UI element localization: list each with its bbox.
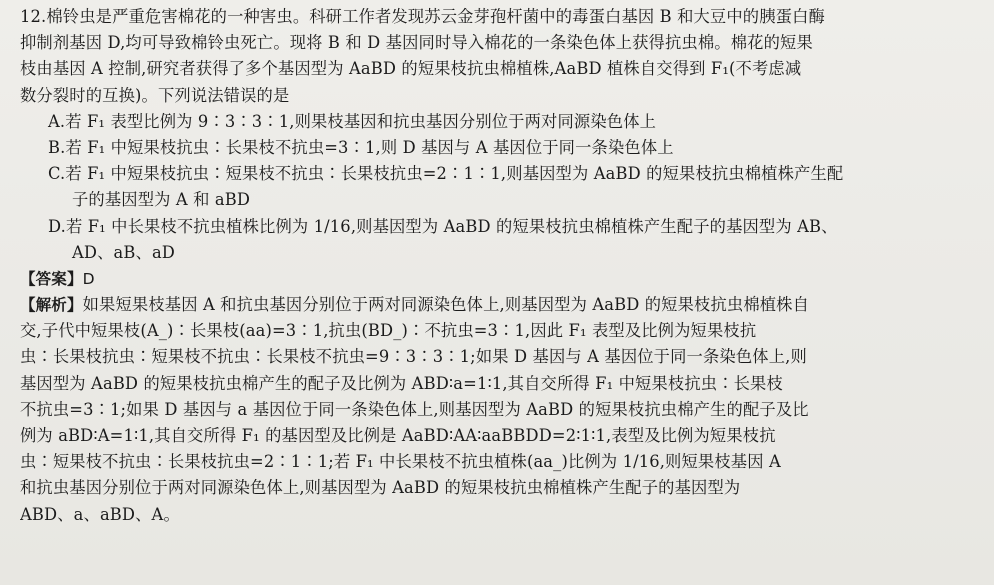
option-c: C.若 F₁ 中短果枝抗虫∶短果枝不抗虫∶长果枝抗虫=2∶1∶1,则基因型为 AaBD 的短果枝抗虫棉植株产生配 [48, 164, 844, 184]
analysis-section [20, 292, 980, 528]
answer-value: D [82, 269, 95, 288]
question-line: 数分裂时的互换)。下列说法错误的是 [20, 85, 290, 105]
answer-tag: 【答案】 [20, 269, 83, 288]
question-line: 抑制剂基因 D,均可导致棉铃虫死亡。现将 B 和 D 基因同时导入棉花的一条染色体上获得抗虫棉。棉花的短果 [20, 33, 813, 53]
option-c-continued: 子的基因型为 A 和 aBD [72, 190, 251, 210]
analysis-line: 虫∶短果枝不抗虫∶长果枝抗虫=2∶1∶1;若 F₁ 中长果枝不抗虫植株(aa_)比例为 1/16,则短果枝基因 A [20, 452, 781, 472]
answer-options [20, 109, 980, 266]
analysis-line: 虫∶长果枝抗虫∶短果枝不抗虫∶长果枝不抗虫=9∶3∶3∶1;如果 D 基因与 A 基因位于同一条染色体上,则 [20, 347, 807, 367]
option-a: A.若 F₁ 表型比例为 9∶3∶3∶1,则果枝基因和抗虫基因分别位于两对同源染色体上 [48, 111, 657, 131]
question-stem [20, 4, 980, 109]
option-b: B.若 F₁ 中短果枝抗虫∶长果枝不抗虫=3∶1,则 D 基因与 A 基因位于同一条染色体上 [48, 137, 674, 157]
analysis-line: 不抗虫=3∶1;如果 D 基因与 a 基因位于同一条染色体上,则基因型为 AaBD 的短果枝抗虫棉产生的配子及比 [20, 399, 809, 419]
answer-line [20, 266, 980, 292]
analysis-line: 基因型为 AaBD 的短果枝抗虫棉产生的配子及比例为 ABD∶a=1∶1,其自交所得 F₁ 中短果枝抗虫∶长果枝 [20, 373, 783, 393]
analysis-tag: 【解析】 [20, 296, 83, 315]
question-line: 12.棉铃虫是严重危害棉花的一种害虫。科研工作者发现苏云金芽孢杆菌中的毒蛋白基因 B 和大豆中的胰蛋白酶 [20, 7, 825, 26]
option-d: D.若 F₁ 中长果枝不抗虫植株比例为 1/16,则基因型为 AaBD 的短果枝抗虫棉植株产生配子的基因型为 AB、 [48, 216, 838, 236]
analysis-line: ABD、a、aBD、A。 [20, 504, 180, 524]
analysis-line: 例为 aBD∶A=1∶1,其自交所得 F₁ 的基因型及比例是 AaBD∶AA∶aaBBDD=2∶1∶1,表型及比例为短果枝抗 [20, 426, 776, 445]
analysis-line: 和抗虫基因分别位于两对同源染色体上,则基因型为 AaBD 的短果枝抗虫棉植株产生配子的基因型为 [20, 478, 741, 498]
analysis-text: 如果短果枝基因 A 和抗虫基因分别位于两对同源染色体上,则基因型为 AaBD 的短果枝抗虫棉植株自 [82, 295, 810, 315]
analysis-line: 交,子代中短果枝(A_)∶长果枝(aa)=3∶1,抗虫(BD_)∶不抗虫=3∶1,因此 F₁ 表型及比例为短果枝抗 [20, 321, 757, 341]
option-d-continued: AD、aB、aD [72, 242, 176, 262]
question-line: 枝由基因 A 控制,研究者获得了多个基因型为 AaBD 的短果枝抗虫棉植株,AaBD 植株自交得到 F₁(不考虑减 [20, 59, 802, 79]
analysis-line [20, 292, 980, 318]
